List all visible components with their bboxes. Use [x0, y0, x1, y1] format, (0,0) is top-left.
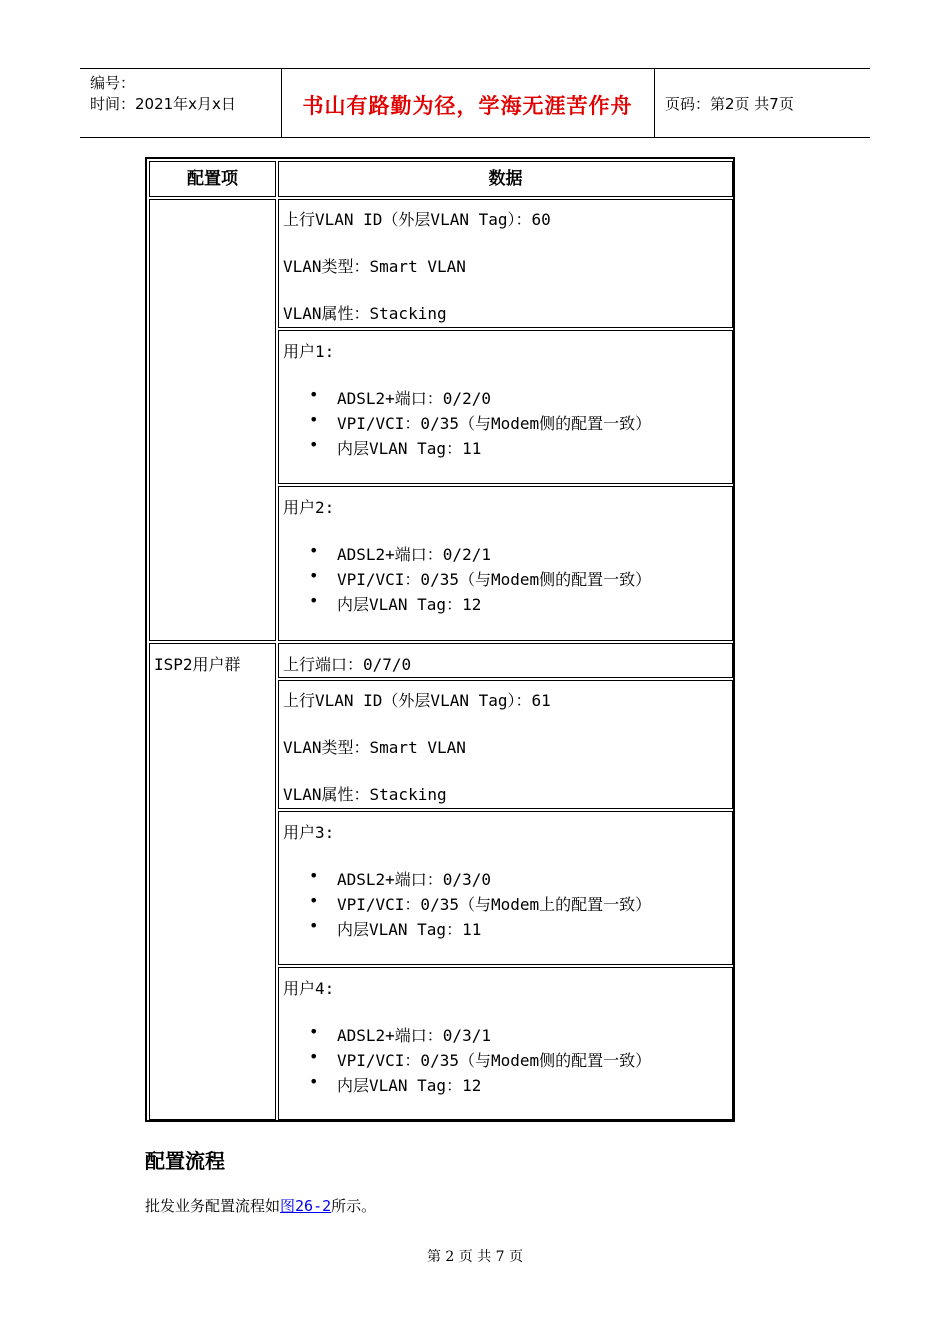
uplink-vlan-id: 上行VLAN ID（外层VLAN Tag）：61 [283, 691, 551, 710]
vlan-attr: VLAN属性：Stacking [283, 304, 447, 323]
user-inner-tag: 内层VLAN Tag：12 [337, 595, 482, 614]
col-header-data: 数据 [278, 161, 733, 197]
uplink-port-cell [278, 643, 733, 678]
uplink-vlan-id: 上行VLAN ID（外层VLAN Tag）：60 [283, 210, 551, 229]
doc-date-label: 时间：2021年x月x日 [90, 95, 236, 113]
header-divider [654, 69, 655, 137]
doc-number-label: 编号： [90, 74, 136, 92]
user-port: ADSL2+端口：0/2/0 [337, 389, 491, 408]
user-title: 用户3: [283, 823, 335, 842]
paragraph-text: 所示。 [331, 1197, 377, 1215]
group1-label-cell [149, 199, 276, 641]
group2-vlan-cell [278, 680, 733, 809]
section-paragraph [145, 1195, 376, 1216]
user-port: ADSL2+端口：0/3/0 [337, 870, 491, 889]
vlan-type: VLAN类型：Smart VLAN [283, 257, 466, 276]
page-header [80, 68, 870, 138]
header-motto: 书山有路勤为径，学海无涯苦作舟 [302, 93, 633, 118]
config-table [145, 157, 735, 1122]
user-port: ADSL2+端口：0/2/1 [337, 545, 491, 564]
user-cell [278, 486, 733, 641]
user-vpi-vci: VPI/VCI：0/35（与Modem侧的配置一致） [337, 570, 652, 589]
group2-label: ISP2用户群 [154, 655, 241, 674]
user-vpi-vci: VPI/VCI：0/35（与Modem侧的配置一致） [337, 414, 652, 433]
page-footer: 第 2 页 共 7 页 [426, 1249, 524, 1265]
col-header-config-item: 配置项 [149, 161, 276, 197]
group1-vlan-cell [278, 199, 733, 328]
user-cell [278, 330, 733, 484]
figure-link[interactable]: 图26-2 [280, 1197, 332, 1215]
section-title: 配置流程 [145, 1149, 225, 1173]
user-cell [278, 811, 733, 965]
user-vpi-vci: VPI/VCI：0/35（与Modem侧的配置一致） [337, 1051, 652, 1070]
user-port: ADSL2+端口：0/3/1 [337, 1026, 491, 1045]
vlan-attr: VLAN属性：Stacking [283, 785, 447, 804]
vlan-type: VLAN类型：Smart VLAN [283, 738, 466, 757]
user-title: 用户2: [283, 498, 335, 517]
user-inner-tag: 内层VLAN Tag：11 [337, 920, 482, 939]
header-page-number: 页码：第2页 共7页 [665, 95, 794, 113]
user-title: 用户4: [283, 979, 335, 998]
user-cell [278, 967, 733, 1120]
paragraph-text: 批发业务配置流程如 [145, 1197, 281, 1215]
user-inner-tag: 内层VLAN Tag：12 [337, 1076, 482, 1095]
user-vpi-vci: VPI/VCI：0/35（与Modem上的配置一致） [337, 895, 652, 914]
user-inner-tag: 内层VLAN Tag：11 [337, 439, 482, 458]
header-meta [90, 73, 236, 115]
user-title: 用户1: [283, 342, 335, 361]
group2-label-cell [149, 643, 276, 1120]
uplink-port: 上行端口：0/7/0 [283, 655, 412, 674]
